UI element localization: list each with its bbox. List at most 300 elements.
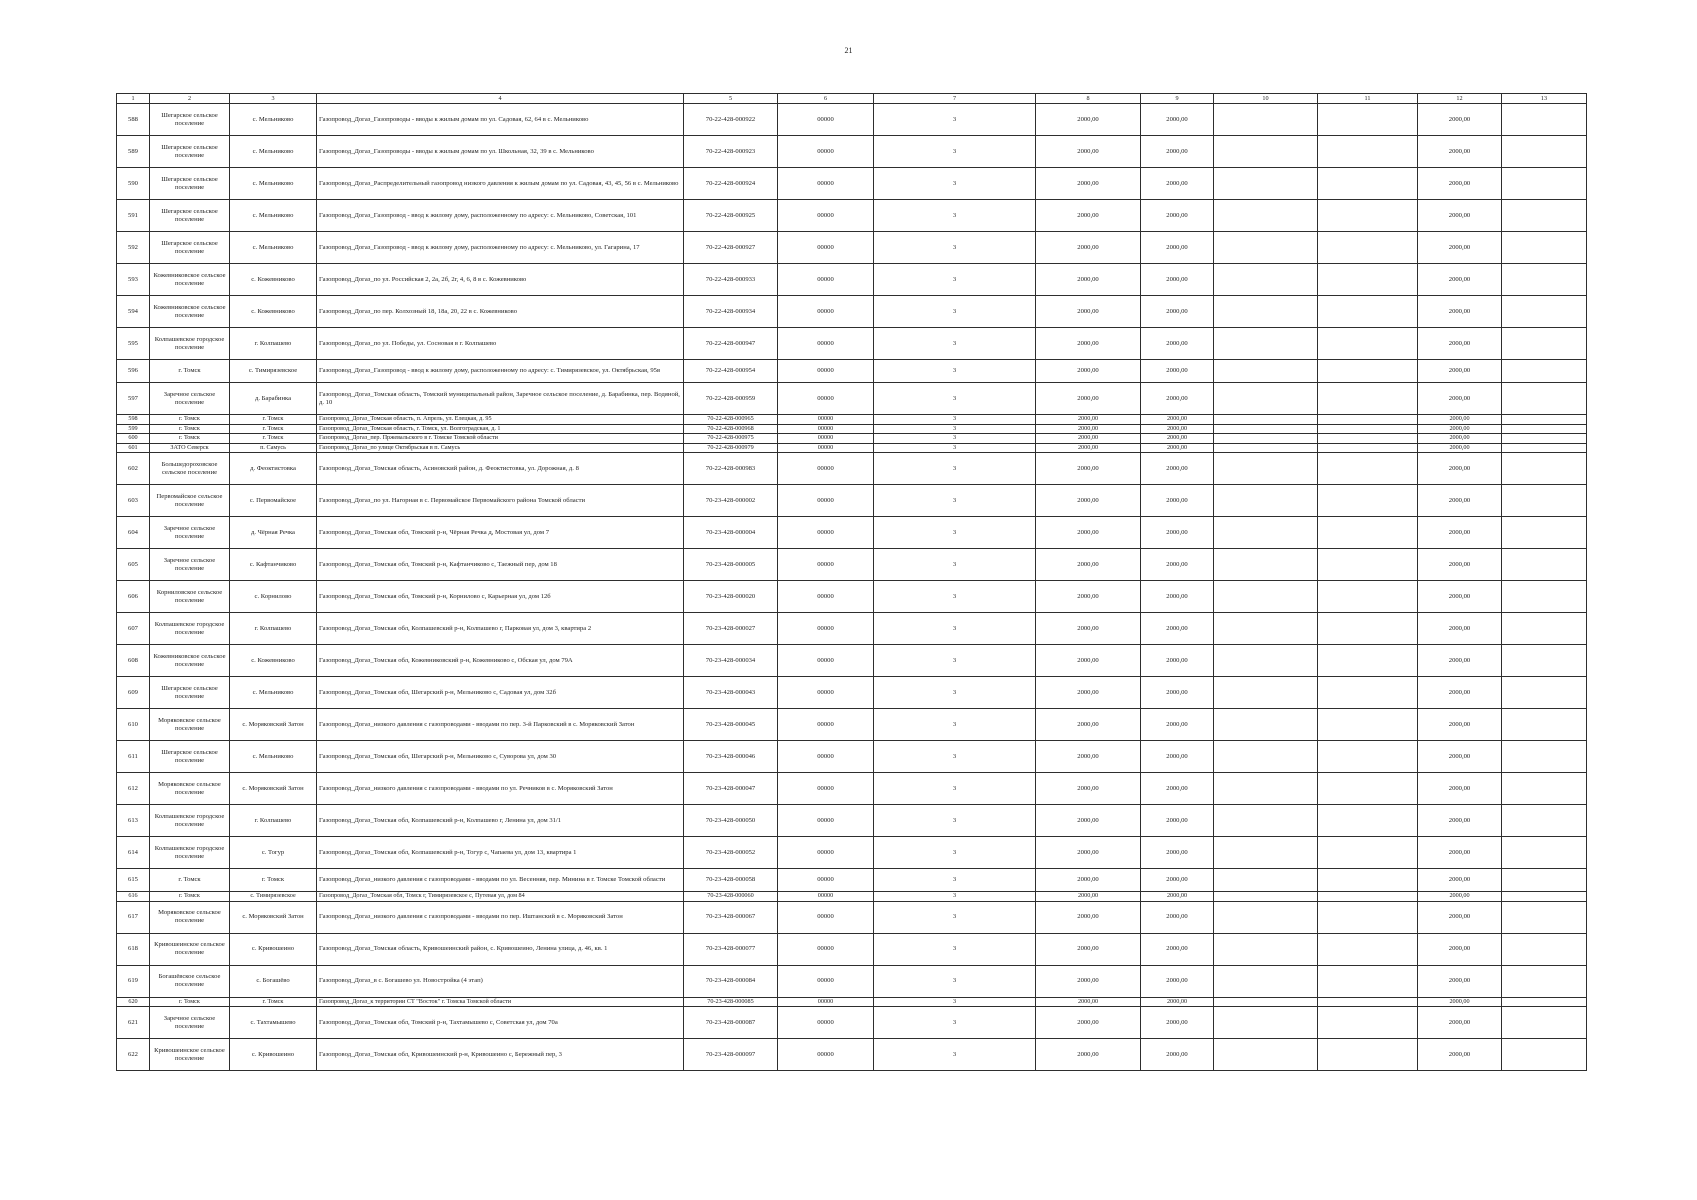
col13-cell (1502, 453, 1587, 485)
object-code-cell: 70-22-428-000927 (684, 232, 778, 264)
object-description-cell: Газопровод_Догаз_Томская обл, Кривошеинский р-н, Кривошеино с, Бережный пер, 3 (317, 1039, 684, 1071)
col8-amount-cell: 2000,00 (1036, 168, 1141, 200)
col8-amount-cell: 2000,00 (1036, 965, 1141, 997)
col9-amount-cell: 2000,00 (1141, 805, 1214, 837)
col8-amount-cell: 2000,00 (1036, 232, 1141, 264)
col7-cell: 3 (874, 264, 1036, 296)
locality-cell: г. Томск (230, 424, 317, 434)
locality-cell: г. Томск (230, 997, 317, 1007)
table-row (117, 104, 1587, 136)
table-row (117, 443, 1587, 453)
locality-cell: с. Тахтамышево (230, 1007, 317, 1039)
col11-cell (1318, 1007, 1418, 1039)
column-header-5: 5 (684, 94, 778, 104)
col8-amount-cell: 2000,00 (1036, 613, 1141, 645)
settlement-cell: г. Томск (150, 415, 230, 425)
settlement-cell: Заречное сельское поселение (150, 383, 230, 415)
col11-cell (1318, 1039, 1418, 1071)
col9-amount-cell: 2000,00 (1141, 264, 1214, 296)
object-code-cell: 70-22-428-000959 (684, 383, 778, 415)
col8-amount-cell: 2000,00 (1036, 549, 1141, 581)
object-description-cell: Газопровод_Догаз_по ул. Победы, ул. Сосновая в г. Колпашево (317, 328, 684, 360)
col12-amount-cell: 2000,00 (1418, 136, 1502, 168)
col12-amount-cell: 2000,00 (1418, 232, 1502, 264)
row-number: 603 (117, 485, 150, 517)
object-code-cell: 70-23-428-000097 (684, 1039, 778, 1071)
row-number: 605 (117, 549, 150, 581)
col13-cell (1502, 892, 1587, 902)
col9-amount-cell: 2000,00 (1141, 1039, 1214, 1071)
settlement-cell: Первомайское сельское поселение (150, 485, 230, 517)
col12-amount-cell: 2000,00 (1418, 549, 1502, 581)
col8-amount-cell: 2000,00 (1036, 296, 1141, 328)
object-description-cell: Газопровод_Догаз_по ул. Российская 2, 2а, 2б, 2г, 4, 6, 8 в с. Кожевниково (317, 264, 684, 296)
col9-amount-cell: 2000,00 (1141, 434, 1214, 444)
col9-amount-cell: 2000,00 (1141, 296, 1214, 328)
col7-cell: 3 (874, 677, 1036, 709)
table-row (117, 997, 1587, 1007)
col13-cell (1502, 517, 1587, 549)
col6-cell: 00000 (778, 360, 874, 383)
object-description-cell: Газопровод_Догаз_низкого давления с газопроводами - вводами по пер. Иштанский в с. Моряковский Затон (317, 901, 684, 933)
col6-cell: 00000 (778, 424, 874, 434)
locality-cell: г. Томск (230, 434, 317, 444)
col12-amount-cell: 2000,00 (1418, 1039, 1502, 1071)
locality-cell: д. Чёрная Речка (230, 517, 317, 549)
col12-amount-cell: 2000,00 (1418, 485, 1502, 517)
col10-cell (1214, 892, 1318, 902)
col7-cell: 3 (874, 200, 1036, 232)
table-row (117, 901, 1587, 933)
object-code-cell: 70-23-428-000047 (684, 773, 778, 805)
col13-cell (1502, 1007, 1587, 1039)
col7-cell: 3 (874, 997, 1036, 1007)
col8-amount-cell: 2000,00 (1036, 773, 1141, 805)
col13-cell (1502, 383, 1587, 415)
col11-cell (1318, 517, 1418, 549)
object-code-cell: 70-23-428-000077 (684, 933, 778, 965)
object-description-cell: Газопровод_Догаз_к территории СТ "Восток" г. Томска Томской области (317, 997, 684, 1007)
object-description-cell: Газопровод_Догаз_Томская область, п. Апрель, ул. Елецкая, д. 95 (317, 415, 684, 425)
col11-cell (1318, 741, 1418, 773)
col9-amount-cell: 2000,00 (1141, 837, 1214, 869)
table-row (117, 677, 1587, 709)
col12-amount-cell: 2000,00 (1418, 997, 1502, 1007)
column-header-10: 10 (1214, 94, 1318, 104)
object-code-cell: 70-23-428-000020 (684, 581, 778, 613)
object-code-cell: 70-22-428-000924 (684, 168, 778, 200)
col7-cell: 3 (874, 415, 1036, 425)
settlement-cell: Шегарское сельское поселение (150, 741, 230, 773)
row-number: 595 (117, 328, 150, 360)
col12-amount-cell: 2000,00 (1418, 581, 1502, 613)
settlement-cell: г. Томск (150, 424, 230, 434)
col9-amount-cell: 2000,00 (1141, 709, 1214, 741)
table-row (117, 424, 1587, 434)
col10-cell (1214, 136, 1318, 168)
locality-cell: с. Мельниково (230, 232, 317, 264)
col7-cell: 3 (874, 901, 1036, 933)
col12-amount-cell: 2000,00 (1418, 773, 1502, 805)
row-number: 610 (117, 709, 150, 741)
col13-cell (1502, 136, 1587, 168)
table-row (117, 869, 1587, 892)
col13-cell (1502, 360, 1587, 383)
row-number: 604 (117, 517, 150, 549)
settlement-cell: г. Томск (150, 360, 230, 383)
locality-cell: с. Кожевниково (230, 264, 317, 296)
col6-cell: 00000 (778, 415, 874, 425)
col13-cell (1502, 613, 1587, 645)
row-number: 616 (117, 892, 150, 902)
settlement-cell: Шегарское сельское поселение (150, 232, 230, 264)
row-number: 590 (117, 168, 150, 200)
col6-cell: 00000 (778, 709, 874, 741)
row-number: 594 (117, 296, 150, 328)
col6-cell: 00000 (778, 296, 874, 328)
col6-cell: 00000 (778, 1007, 874, 1039)
col10-cell (1214, 901, 1318, 933)
locality-cell: г. Колпашево (230, 805, 317, 837)
object-code-cell: 70-23-428-000087 (684, 1007, 778, 1039)
col11-cell (1318, 328, 1418, 360)
col8-amount-cell: 2000,00 (1036, 424, 1141, 434)
col7-cell: 3 (874, 296, 1036, 328)
settlement-cell: Кривошеинское сельское поселение (150, 1039, 230, 1071)
col8-amount-cell: 2000,00 (1036, 485, 1141, 517)
locality-cell: с. Тимирязевское (230, 360, 317, 383)
col11-cell (1318, 360, 1418, 383)
object-code-cell: 70-22-428-000983 (684, 453, 778, 485)
col13-cell (1502, 997, 1587, 1007)
col11-cell (1318, 549, 1418, 581)
settlement-cell: Шегарское сельское поселение (150, 104, 230, 136)
object-code-cell: 70-22-428-000933 (684, 264, 778, 296)
col13-cell (1502, 677, 1587, 709)
column-header-7: 7 (874, 94, 1036, 104)
col7-cell: 3 (874, 168, 1036, 200)
table-row (117, 264, 1587, 296)
col13-cell (1502, 424, 1587, 434)
col7-cell: 3 (874, 892, 1036, 902)
col11-cell (1318, 645, 1418, 677)
row-number: 619 (117, 965, 150, 997)
col9-amount-cell: 2000,00 (1141, 360, 1214, 383)
col11-cell (1318, 104, 1418, 136)
col12-amount-cell: 2000,00 (1418, 901, 1502, 933)
object-description-cell: Газопровод_Догаз_низкого давления с газопроводами - вводами по ул. Речников в с. Моряковский Затон (317, 773, 684, 805)
settlement-cell: Заречное сельское поселение (150, 549, 230, 581)
settlement-cell: Кожевниковское сельское поселение (150, 645, 230, 677)
row-number: 613 (117, 805, 150, 837)
object-description-cell: Газопровод_Догаз_Томская обл, Колпашевский р-н, Колпашево г, Парковая ул, дом 3, квартира 2 (317, 613, 684, 645)
table-row (117, 517, 1587, 549)
col13-cell (1502, 773, 1587, 805)
column-header-6: 6 (778, 94, 874, 104)
col11-cell (1318, 869, 1418, 892)
locality-cell: г. Томск (230, 869, 317, 892)
col10-cell (1214, 453, 1318, 485)
col7-cell: 3 (874, 581, 1036, 613)
col6-cell: 00000 (778, 264, 874, 296)
column-header-9: 9 (1141, 94, 1214, 104)
row-number: 609 (117, 677, 150, 709)
col10-cell (1214, 1007, 1318, 1039)
column-header-4: 4 (317, 94, 684, 104)
row-number: 620 (117, 997, 150, 1007)
col12-amount-cell: 2000,00 (1418, 453, 1502, 485)
locality-cell: с. Мельниково (230, 104, 317, 136)
col10-cell (1214, 232, 1318, 264)
table-row (117, 328, 1587, 360)
col12-amount-cell: 2000,00 (1418, 805, 1502, 837)
object-code-cell: 70-22-428-000923 (684, 136, 778, 168)
col7-cell: 3 (874, 773, 1036, 805)
col11-cell (1318, 168, 1418, 200)
col11-cell (1318, 415, 1418, 425)
col8-amount-cell: 2000,00 (1036, 837, 1141, 869)
col12-amount-cell: 2000,00 (1418, 869, 1502, 892)
table-row (117, 549, 1587, 581)
page-number: 21 (844, 46, 853, 55)
settlement-cell: г. Томск (150, 434, 230, 444)
col9-amount-cell: 2000,00 (1141, 613, 1214, 645)
column-header-3: 3 (230, 94, 317, 104)
col6-cell: 00000 (778, 383, 874, 415)
col9-amount-cell: 2000,00 (1141, 549, 1214, 581)
row-number: 591 (117, 200, 150, 232)
table-row (117, 1007, 1587, 1039)
col11-cell (1318, 933, 1418, 965)
column-header-8: 8 (1036, 94, 1141, 104)
locality-cell: д. Барабинка (230, 383, 317, 415)
col12-amount-cell: 2000,00 (1418, 613, 1502, 645)
col9-amount-cell: 2000,00 (1141, 328, 1214, 360)
col6-cell: 00000 (778, 805, 874, 837)
object-description-cell: Газопровод_Догаз_по улице Октябрьская в п. Самусь (317, 443, 684, 453)
object-code-cell: 70-22-428-000934 (684, 296, 778, 328)
col10-cell (1214, 296, 1318, 328)
col8-amount-cell: 2000,00 (1036, 869, 1141, 892)
object-description-cell: Газопровод_Догаз_низкого давления с газопроводами - вводами по ул. Весенняя, пер. Минина в г. Томске Томской области (317, 869, 684, 892)
col11-cell (1318, 485, 1418, 517)
col11-cell (1318, 136, 1418, 168)
col8-amount-cell: 2000,00 (1036, 434, 1141, 444)
col13-cell (1502, 415, 1587, 425)
settlement-cell: Колпашевское городское поселение (150, 805, 230, 837)
object-description-cell: Газопровод_Догаз_по пер. Колхозный 18, 18а, 20, 22 в с. Кожевниково (317, 296, 684, 328)
row-number: 599 (117, 424, 150, 434)
settlement-cell: г. Томск (150, 997, 230, 1007)
object-code-cell: 70-22-428-000979 (684, 443, 778, 453)
col10-cell (1214, 613, 1318, 645)
table-row (117, 136, 1587, 168)
col9-amount-cell: 2000,00 (1141, 677, 1214, 709)
settlement-cell: Кривошеинское сельское поселение (150, 933, 230, 965)
col8-amount-cell: 2000,00 (1036, 892, 1141, 902)
col8-amount-cell: 2000,00 (1036, 677, 1141, 709)
table-row (117, 383, 1587, 415)
column-header-12: 12 (1418, 94, 1502, 104)
object-description-cell: Газопровод_Догаз_низкого давления с газопроводами - вводами по пер. 3-й Парковский в с. Моряковский Затон (317, 709, 684, 741)
col13-cell (1502, 549, 1587, 581)
col6-cell: 00000 (778, 328, 874, 360)
locality-cell: с. Кожевниково (230, 296, 317, 328)
table-row (117, 453, 1587, 485)
locality-cell: с. Первомайское (230, 485, 317, 517)
col8-amount-cell: 2000,00 (1036, 581, 1141, 613)
col9-amount-cell: 2000,00 (1141, 104, 1214, 136)
col11-cell (1318, 453, 1418, 485)
table-row (117, 933, 1587, 965)
row-number: 597 (117, 383, 150, 415)
col12-amount-cell: 2000,00 (1418, 837, 1502, 869)
row-number: 598 (117, 415, 150, 425)
col13-cell (1502, 200, 1587, 232)
col10-cell (1214, 997, 1318, 1007)
settlement-cell: Шегарское сельское поселение (150, 200, 230, 232)
col10-cell (1214, 645, 1318, 677)
object-description-cell: Газопровод_Догаз_Томская обл, Кожевниковский р-н, Кожевниково с, Обская ул, дом 79А (317, 645, 684, 677)
col10-cell (1214, 168, 1318, 200)
column-header-11: 11 (1318, 94, 1418, 104)
col10-cell (1214, 549, 1318, 581)
col10-cell (1214, 485, 1318, 517)
locality-cell: с. Моряковский Затон (230, 773, 317, 805)
object-description-cell: Газопровод_Догаз_Томская обл, Шегарский р-н, Мельниково с, Садовая ул, дом 32б (317, 677, 684, 709)
col10-cell (1214, 104, 1318, 136)
object-description-cell: Газопровод_Догаз_Томская обл, Томский р-н, Кафтанчиково с, Таежный пер, дом 18 (317, 549, 684, 581)
col6-cell: 00000 (778, 453, 874, 485)
col8-amount-cell: 2000,00 (1036, 328, 1141, 360)
col9-amount-cell: 2000,00 (1141, 892, 1214, 902)
col13-cell (1502, 645, 1587, 677)
table-row (117, 709, 1587, 741)
col7-cell: 3 (874, 360, 1036, 383)
col8-amount-cell: 2000,00 (1036, 517, 1141, 549)
locality-cell: г. Колпашево (230, 613, 317, 645)
col9-amount-cell: 2000,00 (1141, 485, 1214, 517)
col13-cell (1502, 328, 1587, 360)
col7-cell: 3 (874, 741, 1036, 773)
col13-cell (1502, 1039, 1587, 1071)
register-table (116, 93, 1587, 1071)
col6-cell: 00000 (778, 677, 874, 709)
row-number: 593 (117, 264, 150, 296)
row-number: 600 (117, 434, 150, 444)
col9-amount-cell: 2000,00 (1141, 741, 1214, 773)
column-header-2: 2 (150, 94, 230, 104)
col8-amount-cell: 2000,00 (1036, 1007, 1141, 1039)
col12-amount-cell: 2000,00 (1418, 200, 1502, 232)
col6-cell: 00000 (778, 581, 874, 613)
col11-cell (1318, 805, 1418, 837)
row-number: 608 (117, 645, 150, 677)
locality-cell: г. Колпашево (230, 328, 317, 360)
col12-amount-cell: 2000,00 (1418, 965, 1502, 997)
row-number: 618 (117, 933, 150, 965)
col7-cell: 3 (874, 837, 1036, 869)
col6-cell: 00000 (778, 104, 874, 136)
col6-cell: 00000 (778, 517, 874, 549)
col12-amount-cell: 2000,00 (1418, 709, 1502, 741)
col11-cell (1318, 709, 1418, 741)
col6-cell: 00000 (778, 901, 874, 933)
col9-amount-cell: 2000,00 (1141, 933, 1214, 965)
col13-cell (1502, 965, 1587, 997)
col7-cell: 3 (874, 136, 1036, 168)
object-code-cell: 70-23-428-000027 (684, 613, 778, 645)
col13-cell (1502, 104, 1587, 136)
col8-amount-cell: 2000,00 (1036, 383, 1141, 415)
col6-cell: 00000 (778, 933, 874, 965)
col11-cell (1318, 965, 1418, 997)
table-row (117, 485, 1587, 517)
column-header-1: 1 (117, 94, 150, 104)
col13-cell (1502, 232, 1587, 264)
table-row (117, 581, 1587, 613)
settlement-cell: ЗАТО Северск (150, 443, 230, 453)
col10-cell (1214, 264, 1318, 296)
col12-amount-cell: 2000,00 (1418, 645, 1502, 677)
col12-amount-cell: 2000,00 (1418, 360, 1502, 383)
col7-cell: 3 (874, 424, 1036, 434)
col9-amount-cell: 2000,00 (1141, 997, 1214, 1007)
settlement-cell: Кожевниковское сельское поселение (150, 296, 230, 328)
settlement-cell: г. Томск (150, 869, 230, 892)
object-description-cell: Газопровод_Догаз_Распределительный газопровод низкого давления к жилым домам по ул. Садовая, 43, 45, 56 в с. Мельниково (317, 168, 684, 200)
col6-cell: 00000 (778, 965, 874, 997)
object-code-cell: 70-22-428-000975 (684, 434, 778, 444)
col12-amount-cell: 2000,00 (1418, 264, 1502, 296)
locality-cell: с. Богашёво (230, 965, 317, 997)
col10-cell (1214, 383, 1318, 415)
col7-cell: 3 (874, 613, 1036, 645)
col6-cell: 00000 (778, 837, 874, 869)
col10-cell (1214, 805, 1318, 837)
col8-amount-cell: 2000,00 (1036, 901, 1141, 933)
col9-amount-cell: 2000,00 (1141, 1007, 1214, 1039)
col7-cell: 3 (874, 328, 1036, 360)
col7-cell: 3 (874, 805, 1036, 837)
col10-cell (1214, 443, 1318, 453)
col7-cell: 3 (874, 1007, 1036, 1039)
col7-cell: 3 (874, 869, 1036, 892)
object-code-cell: 70-23-428-000084 (684, 965, 778, 997)
object-description-cell: Газопровод_Догаз_Томская обл, Колпашевский р-н, Тогур с, Чапаева ул, дом 13, квартира 1 (317, 837, 684, 869)
col7-cell: 3 (874, 443, 1036, 453)
col13-cell (1502, 805, 1587, 837)
col11-cell (1318, 837, 1418, 869)
locality-cell: с. Тимирязевское (230, 892, 317, 902)
col10-cell (1214, 677, 1318, 709)
col11-cell (1318, 424, 1418, 434)
locality-cell: с. Мельниково (230, 677, 317, 709)
col10-cell (1214, 965, 1318, 997)
settlement-cell: Колпашевское городское поселение (150, 837, 230, 869)
col9-amount-cell: 2000,00 (1141, 424, 1214, 434)
row-number: 611 (117, 741, 150, 773)
col9-amount-cell: 2000,00 (1141, 869, 1214, 892)
col8-amount-cell: 2000,00 (1036, 933, 1141, 965)
col7-cell: 3 (874, 453, 1036, 485)
col11-cell (1318, 232, 1418, 264)
object-code-cell: 70-22-428-000922 (684, 104, 778, 136)
row-number: 612 (117, 773, 150, 805)
col11-cell (1318, 613, 1418, 645)
row-number: 606 (117, 581, 150, 613)
col8-amount-cell: 2000,00 (1036, 997, 1141, 1007)
